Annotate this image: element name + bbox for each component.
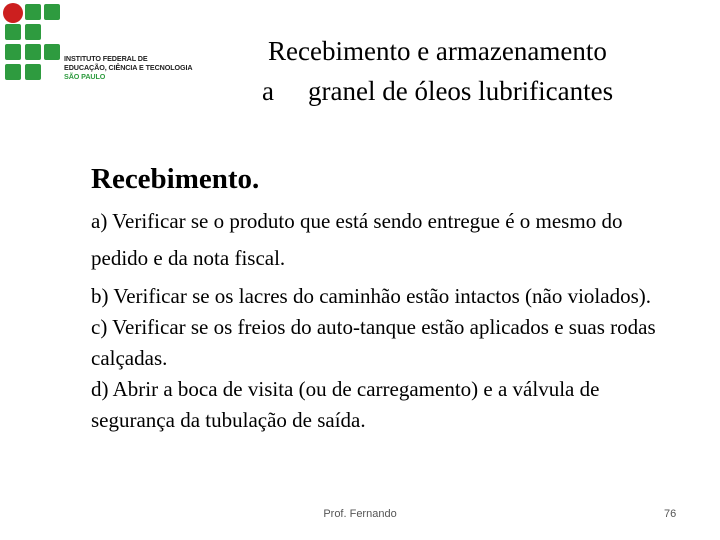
list-item: b) Verificar se os lacres do caminhão estão intactos (não violados). — [91, 284, 652, 308]
list-item: a) Verificar se o produto que está sendo entregue é o mesmo do pedido e da nota fiscal. — [91, 209, 623, 270]
footer-author: Prof. Fernando — [323, 508, 397, 520]
logo-grid-icon — [2, 2, 64, 82]
logo-red-dot — [3, 3, 23, 23]
title-line-2-b: granel de óleos lubrificantes — [308, 76, 614, 106]
title-line-1: Recebimento e armazenamento — [268, 36, 607, 66]
logo-line-1: INSTITUTO FEDERAL DE — [64, 54, 148, 63]
logo-text — [64, 54, 193, 81]
slide-title — [262, 31, 682, 111]
title-line-2-a: a — [262, 76, 274, 106]
institution-logo — [2, 2, 207, 84]
logo-line-2: EDUCAÇÃO, CIÊNCIA E TECNOLOGIA — [64, 63, 193, 72]
list-item: d) Abrir a boca de visita (ou de carregamento) e a válvula de segurança da tubulação de saída. — [91, 377, 600, 432]
title-line-2 — [262, 71, 682, 111]
section-heading: Recebimento. — [91, 163, 260, 195]
list-item: c) Verificar se os freios do auto-tanque estão aplicados e suas rodas calçadas. — [91, 315, 656, 370]
logo-line-3: SÃO PAULO — [64, 72, 106, 81]
content-body — [91, 203, 661, 436]
page-number: 76 — [664, 508, 677, 520]
